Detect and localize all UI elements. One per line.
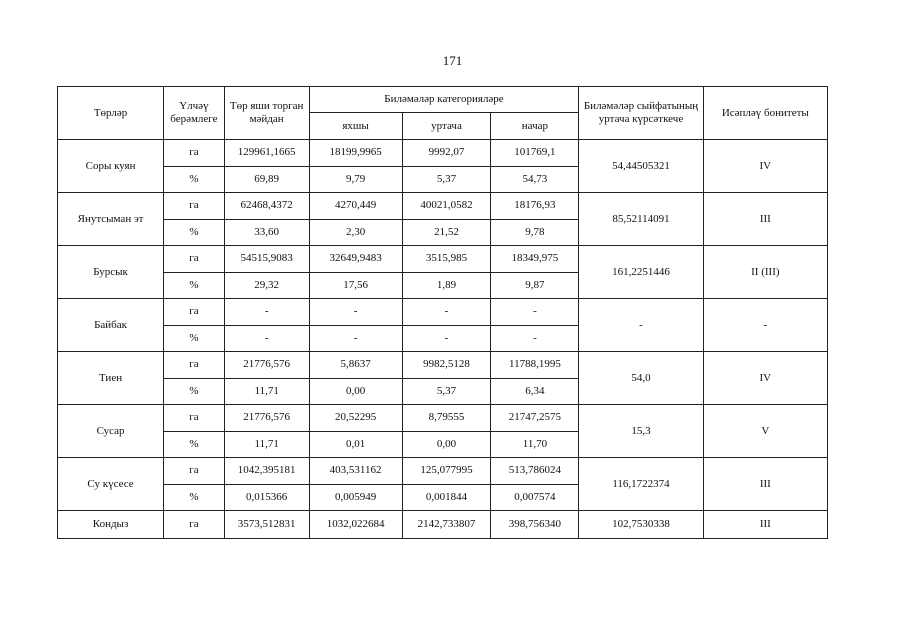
cell-area: 21776,576 — [224, 352, 309, 379]
cell-species: Су күсесе — [58, 458, 164, 511]
cell-good: 9,79 — [309, 166, 402, 193]
cell-species: Тиен — [58, 352, 164, 405]
cell-species: Байбак — [58, 299, 164, 352]
cell-medium: - — [402, 325, 491, 352]
cell-good: 2,30 — [309, 219, 402, 246]
cell-bonitet: III — [703, 193, 827, 246]
cell-good: 403,531162 — [309, 458, 402, 485]
cell-unit: % — [164, 484, 225, 511]
cell-area: 21776,576 — [224, 405, 309, 432]
cell-quality-index: 116,1722374 — [579, 458, 703, 511]
header-row-1 — [58, 87, 828, 113]
cell-bonitet: III — [703, 511, 827, 539]
cell-area: 3573,512831 — [224, 511, 309, 539]
cell-area: 129961,1665 — [224, 140, 309, 167]
cell-medium: 9982,5128 — [402, 352, 491, 379]
cell-quality-index: 85,52114091 — [579, 193, 703, 246]
cell-area: 11,71 — [224, 378, 309, 405]
table-row — [58, 458, 828, 485]
cell-unit: % — [164, 325, 225, 352]
header-good: яхшы — [309, 113, 402, 140]
cell-good: 20,52295 — [309, 405, 402, 432]
cell-poor: 398,756340 — [491, 511, 579, 539]
header-poor: начар — [491, 113, 579, 140]
cell-good: 1032,022684 — [309, 511, 402, 539]
cell-poor: 11,70 — [491, 431, 579, 458]
cell-medium: 5,37 — [402, 378, 491, 405]
habitat-quality-table — [57, 86, 828, 539]
cell-unit: га — [164, 193, 225, 220]
cell-poor: 18349,975 — [491, 246, 579, 273]
header-categories: Биләмәләр категорияләре — [309, 87, 579, 113]
cell-good: - — [309, 299, 402, 326]
cell-unit: га — [164, 511, 225, 539]
cell-medium: - — [402, 299, 491, 326]
cell-unit: га — [164, 405, 225, 432]
cell-medium: 40021,0582 — [402, 193, 491, 220]
cell-unit: % — [164, 219, 225, 246]
cell-area: 29,32 — [224, 272, 309, 299]
cell-species: Соры куян — [58, 140, 164, 193]
header-quality-index: Биләмәләр сыйфатының уртача күрсәткече — [579, 87, 703, 140]
cell-poor: 513,786024 — [491, 458, 579, 485]
cell-good: 0,00 — [309, 378, 402, 405]
cell-quality-index: 15,3 — [579, 405, 703, 458]
cell-poor: 0,007574 — [491, 484, 579, 511]
cell-species: Кондыз — [58, 511, 164, 539]
table-row — [58, 405, 828, 432]
cell-unit: % — [164, 378, 225, 405]
header-unit: Үлчәү берәмлеге — [164, 87, 225, 140]
cell-poor: 9,78 — [491, 219, 579, 246]
cell-good: 0,005949 — [309, 484, 402, 511]
page-number: 171 — [442, 53, 463, 68]
cell-unit: га — [164, 246, 225, 273]
cell-bonitet: - — [703, 299, 827, 352]
cell-unit: га — [164, 458, 225, 485]
cell-medium: 1,89 — [402, 272, 491, 299]
cell-bonitet: V — [703, 405, 827, 458]
cell-unit: га — [164, 140, 225, 167]
cell-poor: 6,34 — [491, 378, 579, 405]
cell-poor: 54,73 — [491, 166, 579, 193]
cell-area: 54515,9083 — [224, 246, 309, 273]
header-medium: уртача — [402, 113, 491, 140]
table-row-last — [58, 511, 828, 539]
header-area: Төр яши торган мәйдан — [224, 87, 309, 140]
cell-unit: га — [164, 299, 225, 326]
cell-species: Янутсыман эт — [58, 193, 164, 246]
cell-medium: 9992,07 — [402, 140, 491, 167]
cell-unit: га — [164, 352, 225, 379]
cell-good: 4270,449 — [309, 193, 402, 220]
cell-quality-index: 54,44505321 — [579, 140, 703, 193]
cell-area: - — [224, 325, 309, 352]
cell-good: 18199,9965 — [309, 140, 402, 167]
cell-area: 0,015366 — [224, 484, 309, 511]
cell-species: Сусар — [58, 405, 164, 458]
table-row — [58, 299, 828, 326]
cell-area: 1042,395181 — [224, 458, 309, 485]
cell-good: 17,56 — [309, 272, 402, 299]
table-row — [58, 140, 828, 167]
cell-medium: 21,52 — [402, 219, 491, 246]
cell-poor: 101769,1 — [491, 140, 579, 167]
cell-unit: % — [164, 272, 225, 299]
cell-good: - — [309, 325, 402, 352]
table-row — [58, 246, 828, 273]
cell-medium: 3515,985 — [402, 246, 491, 273]
cell-poor: 9,87 — [491, 272, 579, 299]
cell-good: 5,8637 — [309, 352, 402, 379]
cell-bonitet: IV — [703, 140, 827, 193]
cell-poor: 11788,1995 — [491, 352, 579, 379]
cell-medium: 0,00 — [402, 431, 491, 458]
cell-medium: 5,37 — [402, 166, 491, 193]
cell-area: - — [224, 299, 309, 326]
cell-good: 32649,9483 — [309, 246, 402, 273]
cell-medium: 2142,733807 — [402, 511, 491, 539]
cell-unit: % — [164, 431, 225, 458]
cell-quality-index: - — [579, 299, 703, 352]
cell-poor: - — [491, 325, 579, 352]
cell-medium: 125,077995 — [402, 458, 491, 485]
cell-poor: 18176,93 — [491, 193, 579, 220]
cell-quality-index: 161,2251446 — [579, 246, 703, 299]
header-bonitet: Исәпләү бонитеты — [703, 87, 827, 140]
cell-medium: 8,79555 — [402, 405, 491, 432]
cell-bonitet: III — [703, 458, 827, 511]
header-species: Төрләр — [58, 87, 164, 140]
cell-area: 11,71 — [224, 431, 309, 458]
cell-unit: % — [164, 166, 225, 193]
cell-medium: 0,001844 — [402, 484, 491, 511]
cell-quality-index: 102,7530338 — [579, 511, 703, 539]
cell-area: 33,60 — [224, 219, 309, 246]
cell-area: 69,89 — [224, 166, 309, 193]
cell-species: Бурсык — [58, 246, 164, 299]
table-row — [58, 193, 828, 220]
cell-bonitet: II (III) — [703, 246, 827, 299]
cell-bonitet: IV — [703, 352, 827, 405]
table-row — [58, 352, 828, 379]
cell-good: 0,01 — [309, 431, 402, 458]
cell-quality-index: 54,0 — [579, 352, 703, 405]
cell-area: 62468,4372 — [224, 193, 309, 220]
cell-poor: 21747,2575 — [491, 405, 579, 432]
cell-poor: - — [491, 299, 579, 326]
